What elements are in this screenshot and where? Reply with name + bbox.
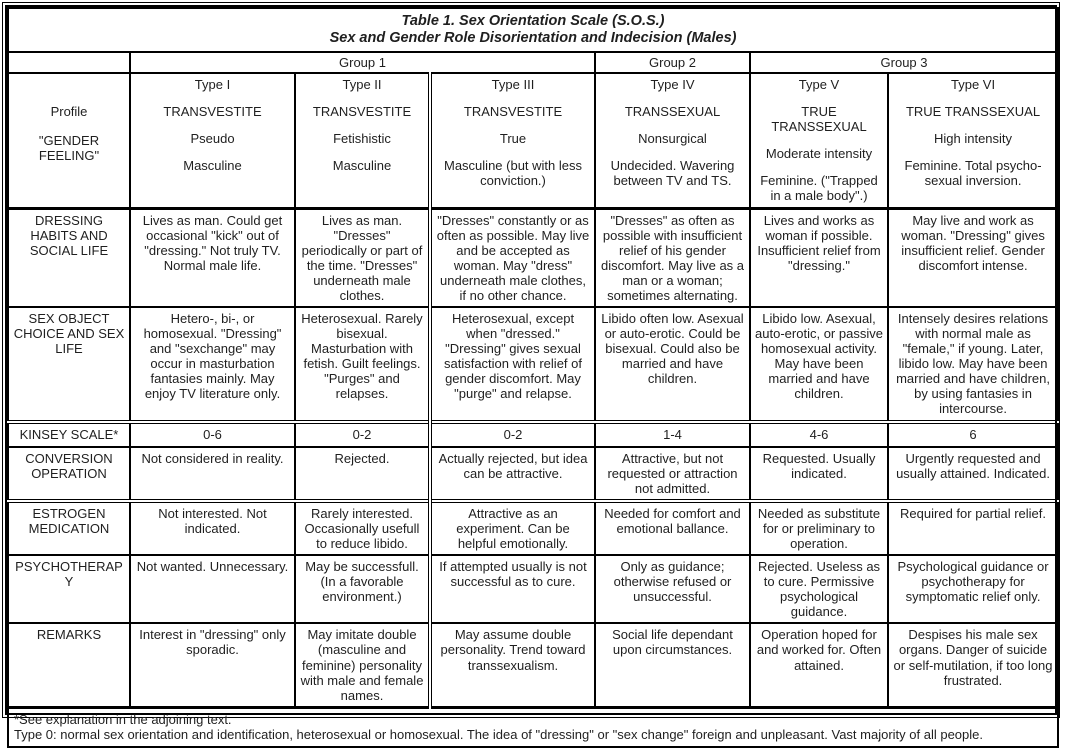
row-remarks [8, 623, 1058, 707]
type-3-name: Type III [491, 77, 535, 93]
cell-estrogen-type5: Needed as substitute for or preliminary to operation. [750, 501, 888, 555]
cell-estrogen-type3: Attractive as an experiment. Can be helpful emotionally. [430, 501, 595, 555]
cell-kinsey-type3: 0-2 [430, 422, 595, 447]
footnote-line1: *See explanation in the adjoining text. [14, 711, 232, 727]
cell-kinsey-type5: 4-6 [750, 422, 888, 447]
row-conversion-operation [8, 447, 1058, 501]
type-5-category: TRUE TRANSSEXUAL [771, 104, 867, 135]
type-header-row [8, 73, 1058, 208]
type-6-name: Type VI [950, 77, 996, 93]
cell-psychotherapy-type1: Not wanted. Unnecessary. [130, 555, 295, 623]
group-header-3: Group 3 [750, 52, 1058, 73]
type-header-3 [430, 73, 595, 208]
cell-sexobject-type2: Heterosexual. Rarely bisexual. Masturbation with fetish. Guilt feelings. "Purges" and relapses. [295, 307, 430, 422]
type-header-2 [295, 73, 430, 208]
cell-dressing-type6: May live and work as woman. "Dressing" gives insufficient relief. Gender discomfort intense. [888, 208, 1058, 307]
type-5-variant: Moderate intensity [765, 146, 873, 162]
type-6-variant: High intensity [934, 131, 1013, 147]
type-2-variant: Fetishistic [333, 131, 391, 147]
cell-dressing-type2: Lives as man. "Dresses" periodically or part of the time. "Dresses" underneath male clothes. [295, 208, 430, 307]
cell-sexobject-type4: Libido often low. Asexual or auto-erotic. Could be bisexual. Could also be married and have children. [595, 307, 750, 422]
row-psychotherapy [8, 555, 1058, 623]
cell-estrogen-type6: Required for partial relief. [888, 501, 1058, 555]
type-1-name: Type I [194, 77, 231, 93]
cell-sexobject-type1: Hetero-, bi-, or homosexual. "Dressing" and "sexchange" may occur in masturbation fantasies mainly. May enjoy TV literature only. [130, 307, 295, 422]
row-sex-object [8, 307, 1058, 422]
type-1-feeling: Masculine [183, 158, 242, 174]
profile-label-gap [13, 119, 125, 133]
type-header-5 [750, 73, 888, 208]
type-6-category: TRUE TRANSSEXUAL [905, 104, 1041, 120]
type-1-variant: Pseudo [190, 131, 235, 147]
row-label-sex-object: SEX OBJECT CHOICE AND SEX LIFE [8, 307, 130, 422]
cell-kinsey-type1: 0-6 [130, 422, 295, 447]
cell-dressing-type1: Lives as man. Could get occasional "kick" out of "dressing." Not truly TV. Normal male life. [130, 208, 295, 307]
cell-conversion-type3: Actually rejected, but idea can be attractive. [430, 447, 595, 501]
cell-psychotherapy-type6: Psychological guidance or psychotherapy for symptomatic relief only. [888, 555, 1058, 623]
cell-dressing-type3: "Dresses" constantly or as often as possible. May live and be accepted as woman. May "dress" underneath male clothes, if no other chance. [430, 208, 595, 307]
cell-dressing-type4: "Dresses" as often as possible with insufficient relief of his gender discomfort. May live as a man or a woman; sometimes alternating. [595, 208, 750, 307]
cell-psychotherapy-type4: Only as guidance; otherwise refused or unsuccessful. [595, 555, 750, 623]
cell-remarks-type1: Interest in "dressing" only sporadic. [130, 623, 295, 707]
cell-conversion-type1: Not considered in reality. [130, 447, 295, 501]
row-label-estrogen-medication: ESTROGEN MEDICATION [8, 501, 130, 555]
type-header-1 [130, 73, 295, 208]
footnote-line2: Type 0: normal sex orientation and identification, heterosexual or homosexual. The idea of "dressing" or "sex change" foreign and unpleasant. Vast majority of all people. [14, 726, 983, 742]
type-2-feeling: Masculine [332, 158, 392, 174]
table-title-line2: Sex and Gender Role Disorientation and Indecision (Males) [329, 30, 737, 46]
row-label-kinsey-scale: KINSEY SCALE* [8, 422, 130, 447]
row-estrogen-medication [8, 501, 1058, 555]
cell-remarks-type5: Operation hoped for and worked for. Often attained. [750, 623, 888, 707]
cell-remarks-type4: Social life dependant upon circumstances. [595, 623, 750, 707]
group-header-1: Group 1 [130, 52, 595, 73]
profile-label-line1: Profile [50, 104, 88, 120]
title-row [8, 8, 1058, 52]
row-label-remarks: REMARKS [8, 623, 130, 707]
footnotes [8, 707, 1058, 747]
footnote-row [8, 707, 1058, 747]
type-3-category: TRANSVESTITE [463, 104, 563, 120]
type-4-feeling: Undecided. Wavering between TV and TS. [610, 158, 735, 189]
profile-label-line2: "GENDER FEELING" [38, 133, 100, 164]
type-5-name: Type V [798, 77, 840, 93]
sos-table [7, 7, 1059, 748]
type-5-feeling: Feminine. ("Trapped in a male body".) [760, 173, 878, 204]
type-4-category: TRANSSEXUAL [624, 104, 721, 120]
group-header-2: Group 2 [595, 52, 750, 73]
document-inner-frame [5, 5, 1057, 742]
row-kinsey-scale [8, 422, 1058, 447]
cell-remarks-type2: May imitate double (masculine and feminine) personality with male and female names. [295, 623, 430, 707]
row-dressing-habits [8, 208, 1058, 307]
type-6-feeling: Feminine. Total psycho-sexual inversion. [904, 158, 1042, 189]
table-title-line1: Table 1. Sex Orientation Scale (S.O.S.) [401, 13, 665, 30]
cell-psychotherapy-type5: Rejected. Useless as to cure. Permissive psychological guidance. [750, 555, 888, 623]
type-2-category: TRANSVESTITE [312, 104, 412, 120]
table-title [8, 8, 1058, 52]
cell-estrogen-type4: Needed for comfort and emotional ballance. [595, 501, 750, 555]
cell-kinsey-type6: 6 [888, 422, 1058, 447]
group-header-spacer [8, 52, 130, 73]
document-outer-frame [2, 2, 1060, 742]
cell-conversion-type2: Rejected. [295, 447, 430, 501]
type-3-variant: True [499, 131, 527, 147]
type-3-feeling: Masculine (but with less conviction.) [444, 158, 582, 189]
cell-kinsey-type4: 1-4 [595, 422, 750, 447]
cell-remarks-type3: May assume double personality. Trend toward transsexualism. [430, 623, 595, 707]
cell-psychotherapy-type2: May be successfull. (In a favorable environment.) [295, 555, 430, 623]
cell-sexobject-type6: Intensely desires relations with normal male as "female," if young. Later, libido low. May have been married and have children, by using fantasies in intercourse. [888, 307, 1058, 422]
cell-conversion-type6: Urgently requested and usually attained. Indicated. [888, 447, 1058, 501]
cell-dressing-type5: Lives and works as woman if possible. Insufficient relief from "dressing." [750, 208, 888, 307]
cell-estrogen-type2: Rarely interested. Occasionally usefull to reduce libido. [295, 501, 430, 555]
row-label-dressing-habits: DRESSING HABITS AND SOCIAL LIFE [8, 208, 130, 307]
row-label-psychotherapy: PSYCHOTHERAPY [8, 555, 130, 623]
type-header-6 [888, 73, 1058, 208]
type-2-name: Type II [342, 77, 382, 93]
cell-estrogen-type1: Not interested. Not indicated. [130, 501, 295, 555]
row-label-conversion-operation: CONVERSION OPERATION [8, 447, 130, 501]
type-4-variant: Nonsurgical [638, 131, 707, 147]
cell-sexobject-type5: Libido low. Asexual, auto-erotic, or passive homosexual activity. May have been married and have children. [750, 307, 888, 422]
cell-conversion-type4: Attractive, but not requested or attraction not admitted. [595, 447, 750, 501]
cell-psychotherapy-type3: If attempted usually is not successful as to cure. [430, 555, 595, 623]
type-4-name: Type IV [650, 77, 695, 93]
cell-remarks-type6: Despises his male sex organs. Danger of suicide or self-mutilation, if too long frustrated. [888, 623, 1058, 707]
group-header-row [8, 52, 1058, 73]
cell-conversion-type5: Requested. Usually indicated. [750, 447, 888, 501]
cell-sexobject-type3: Heterosexual, except when "dressed." "Dressing" gives sexual satisfaction with relief of gender discomfort. May "purge" and relapse. [430, 307, 595, 422]
cell-kinsey-type2: 0-2 [295, 422, 430, 447]
type-header-4 [595, 73, 750, 208]
row-label-profile [8, 73, 130, 208]
type-1-category: TRANSVESTITE [163, 104, 262, 120]
